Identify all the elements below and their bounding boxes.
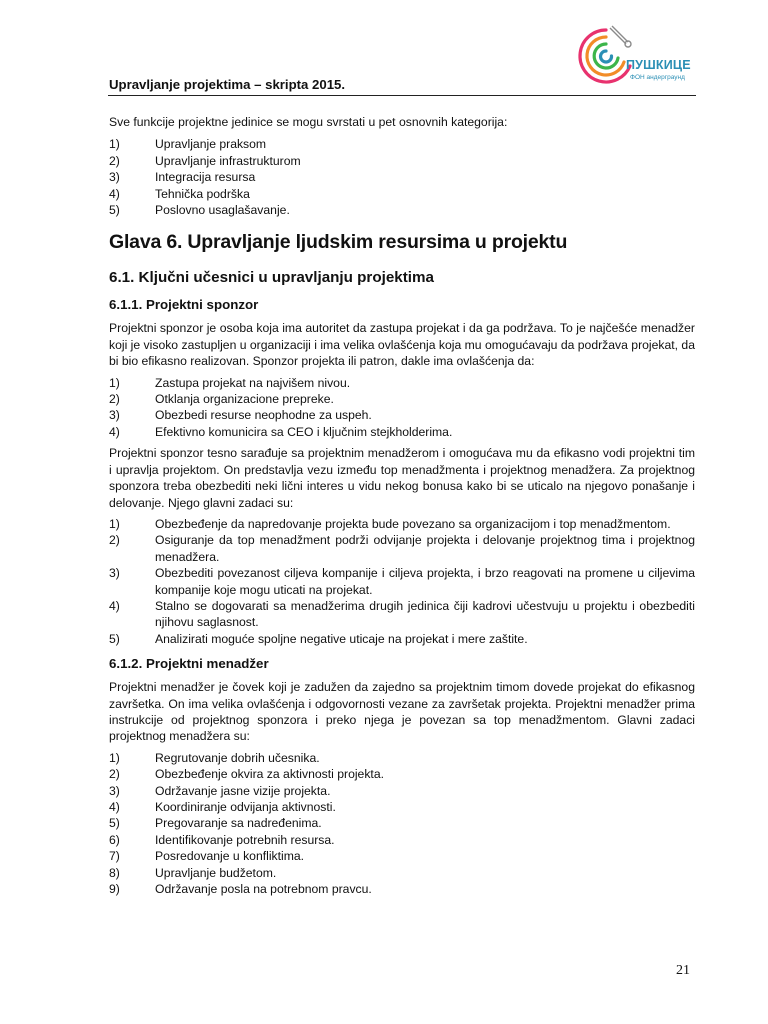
list-text: Zastupa projekat na najvišem nivou. bbox=[155, 375, 351, 390]
intro-paragraph: Sve funkcije projektne jedinice se mogu svrstati u pet osnovnih kategorija: bbox=[109, 115, 508, 129]
list-item bbox=[109, 865, 695, 881]
logo-ring-3 bbox=[594, 44, 618, 68]
list-number: 7) bbox=[109, 849, 120, 864]
sponsor-tasks-list bbox=[109, 516, 695, 647]
list-number: 3) bbox=[109, 170, 120, 185]
list-number: 3) bbox=[109, 408, 120, 423]
page-number: 21 bbox=[676, 963, 690, 978]
list-item bbox=[109, 532, 695, 565]
logo-title: ПУШКИЦЕ bbox=[626, 58, 691, 72]
list-text: Obezbedi resurse neophodne za uspeh. bbox=[155, 408, 372, 423]
list-number: 5) bbox=[109, 631, 120, 646]
list-text: Obezbeđenje okvira za aktivnosti projekta. bbox=[155, 767, 384, 782]
chapter-heading: Glava 6. Upravljanje ljudskim resursima u projektu bbox=[109, 231, 568, 254]
list-number: 6) bbox=[109, 832, 120, 847]
header-divider bbox=[108, 95, 696, 96]
list-number: 4) bbox=[109, 800, 120, 814]
list-item bbox=[109, 424, 695, 440]
list-number: 1) bbox=[109, 750, 120, 765]
list-text: Integracija resursa bbox=[155, 170, 256, 185]
section-heading: 6.1. Ključni učesnici u upravljanju projektima bbox=[109, 269, 434, 287]
list-number: 1) bbox=[109, 516, 120, 531]
list-number: 2) bbox=[109, 153, 120, 168]
list-number: 4) bbox=[109, 424, 120, 439]
logo-rings-icon bbox=[576, 22, 636, 90]
list-number: 3) bbox=[109, 566, 120, 581]
list-text: Regrutovanje dobrih učesnika. bbox=[155, 750, 320, 765]
list-item bbox=[109, 815, 695, 831]
logo bbox=[576, 22, 696, 90]
list-text: Održavanje posla na potrebnom pravcu. bbox=[155, 882, 372, 897]
list-number: 5) bbox=[109, 203, 120, 218]
list-number: 2) bbox=[109, 533, 120, 548]
list-item bbox=[109, 799, 695, 815]
list-text: Upravljanje budžetom. bbox=[155, 865, 277, 880]
list-text: Otklanja organizacione prepreke. bbox=[155, 392, 334, 407]
list-item bbox=[109, 186, 695, 202]
list-item bbox=[109, 631, 695, 647]
list-item bbox=[109, 766, 695, 782]
subsection-heading-manager: 6.1.2. Projektni menadžer bbox=[109, 656, 269, 672]
list-text: Pregovaranje sa nadređenima. bbox=[155, 816, 322, 831]
logo-ring-4 bbox=[601, 51, 612, 62]
list-item bbox=[109, 783, 695, 799]
subsection-heading-sponsor: 6.1.1. Projektni sponzor bbox=[109, 297, 259, 313]
list-number: 2) bbox=[109, 767, 120, 782]
list-item bbox=[109, 516, 695, 532]
list-number: 9) bbox=[109, 882, 120, 897]
sponsor-paragraph-2: Projektni sponzor tesno sarađuje sa projektnim menadžerom i omogućava mu da efikasno vodi projektni tim i upravlja projektom. On predstavlja vezu između top menadžmenta i projektnog menadžera. Za projektnog sponzora treba obezbediti neki lični interes u vidu nekog bonusa kako bi se uticalo na njegovo ponašanje i delovanje. Njego glavni zadaci su: bbox=[109, 446, 695, 510]
list-item bbox=[109, 750, 695, 766]
running-header: Upravljanje projektima – skripta 2015. bbox=[109, 77, 346, 92]
sponsor-paragraph-1: Projektni sponzor je osoba koja ima autoritet da zastupa projekat i da ga podržava. To je najčešće menadžer koji je visoko zastupljen u organizaciji i ima velika ovlašćenja koja mu omogućavaju da podržava projekat, da bi bio efikasno realizovan. Sponzor projekta ili patron, dakle ima ovlašćenja da: bbox=[109, 321, 695, 369]
list-number: 4) bbox=[109, 598, 120, 613]
list-item bbox=[109, 169, 695, 185]
list-item bbox=[109, 407, 695, 423]
list-item bbox=[109, 391, 695, 407]
list-item bbox=[109, 153, 695, 169]
list-text: Koordiniranje odvijanja aktivnosti. bbox=[155, 800, 336, 814]
list-item bbox=[109, 848, 695, 864]
list-text: Obezbediti povezanost ciljeva kompanije i ciljeva projekta, i brzo reagovati na promene u ciljevima kompanije koje mogu uticati na projekat. bbox=[155, 566, 695, 597]
list-text: Poslovno usaglašavanje. bbox=[155, 203, 290, 218]
list-item bbox=[109, 565, 695, 598]
list-number: 4) bbox=[109, 186, 120, 201]
list-number: 2) bbox=[109, 392, 120, 407]
list-item bbox=[109, 598, 695, 631]
categories-list bbox=[109, 136, 695, 218]
list-text: Upravljanje infrastrukturom bbox=[155, 153, 301, 168]
logo-subtitle: ФОН андерграунд bbox=[630, 74, 685, 81]
list-text: Upravljanje praksom bbox=[155, 137, 267, 152]
list-text: Analizirati moguće spoljne negative uticaje na projekat i mere zaštite. bbox=[155, 631, 528, 646]
list-text: Obezbeđenje da napredovanje projekta bude povezano sa organizacijom i top menadžmentom. bbox=[155, 516, 671, 531]
list-text: Efektivno komunicira sa CEO i ključnim stejkholderima. bbox=[155, 424, 453, 439]
list-number: 8) bbox=[109, 865, 120, 880]
list-text: Identifikovanje potrebnih resursa. bbox=[155, 832, 335, 847]
list-text: Stalno se dogovarati sa menadžerima drugih jedinica čiji kadrovi učestvuju u projektu i obezbediti njihovu saglasnost. bbox=[155, 598, 695, 630]
list-item bbox=[109, 136, 695, 152]
list-item bbox=[109, 832, 695, 848]
list-text: Tehnička podrška bbox=[155, 186, 250, 201]
list-item bbox=[109, 375, 695, 391]
list-item bbox=[109, 881, 695, 897]
manager-paragraph: Projektni menadžer je čovek koji je zadužen da zajedno sa projektnim timom dovede projekat do efikasnog završetka. On ima velika ovlašćenja i odgovornosti vezane za završetak projekta. Projektni menadžer prima instrukcije od projektnog sponzora i preko njega je povezan sa top menadžmentom. Glavni zadaci projektnog menadžera su: bbox=[109, 680, 695, 744]
list-number: 1) bbox=[109, 375, 120, 390]
list-number: 1) bbox=[109, 137, 120, 152]
list-text: Posredovanje u konfliktima. bbox=[155, 849, 305, 864]
safety-pin-1 bbox=[610, 26, 628, 44]
sponsor-powers-list bbox=[109, 375, 695, 441]
list-item bbox=[109, 202, 695, 218]
list-text: Osiguranje da top menadžment podrži odvijanje projekta i delovanje projektnog tima i projektnog menadžera. bbox=[155, 533, 695, 564]
list-number: 5) bbox=[109, 816, 120, 831]
list-text: Održavanje jasne vizije projekta. bbox=[155, 783, 331, 798]
manager-tasks-list bbox=[109, 750, 695, 898]
page-body bbox=[109, 114, 695, 902]
list-number: 3) bbox=[109, 783, 120, 798]
